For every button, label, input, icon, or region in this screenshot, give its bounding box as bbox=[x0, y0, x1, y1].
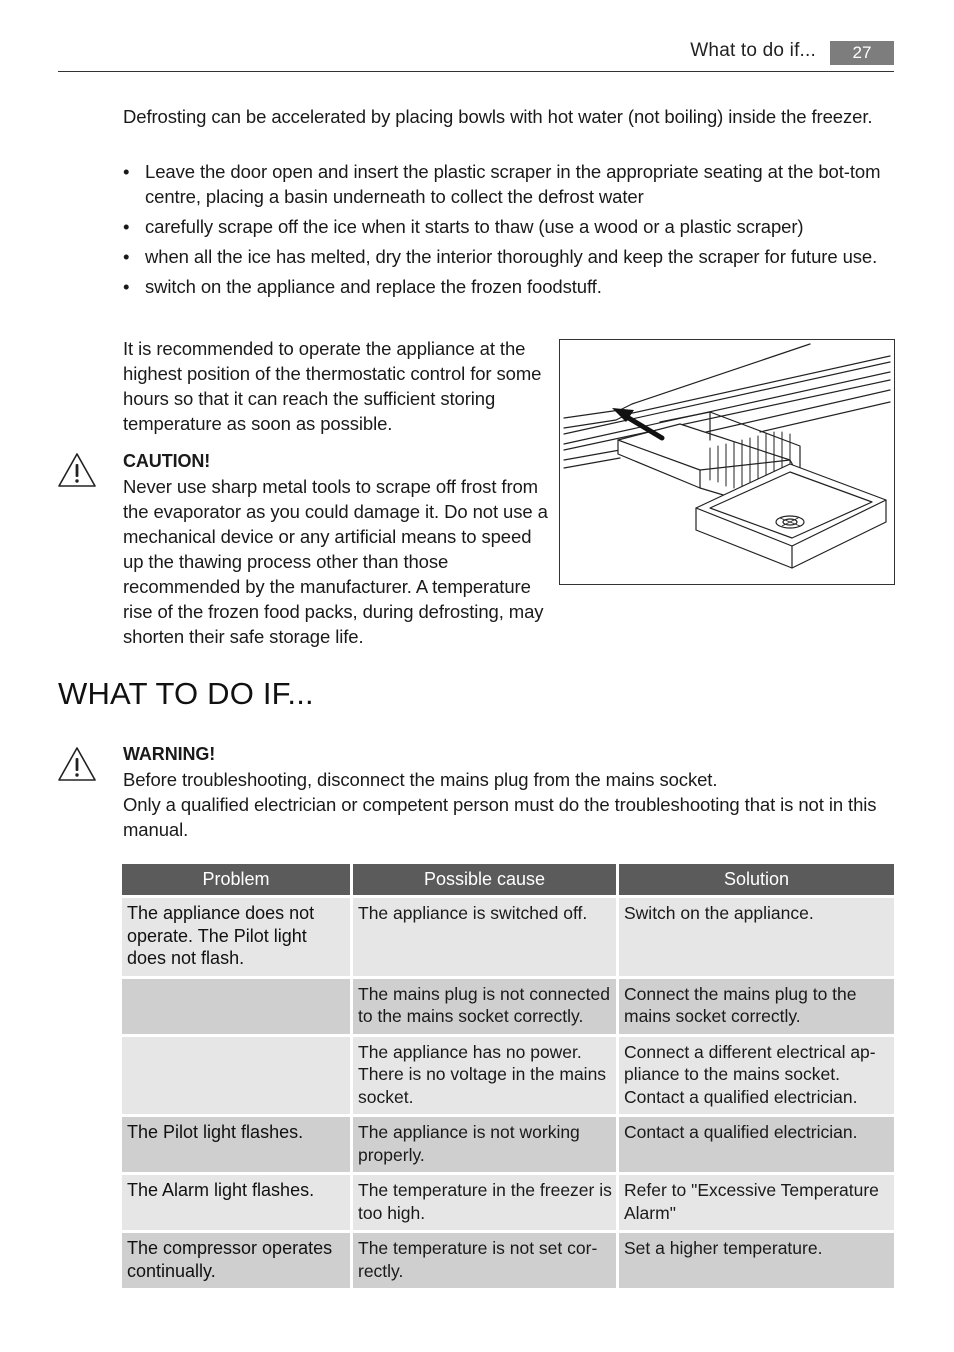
solution-cell: Connect a different electrical ap-pliance to the mains socket. Contact a qualified electrician. bbox=[619, 1037, 894, 1118]
list-item: • Leave the door open and insert the plastic scraper in the appropriate seating at the bot-tom centre, placing a basin underneath to collect the defrost water bbox=[123, 161, 881, 207]
cause-cell: The mains plug is not connected to the mains socket correctly. bbox=[353, 979, 619, 1037]
problem-cell: The Pilot light flashes. bbox=[122, 1117, 353, 1175]
caution-notice bbox=[123, 449, 548, 649]
cause-cell: The appliance is not working properly. bbox=[353, 1117, 619, 1175]
intro-paragraph: Defrosting can be accelerated by placing bowls with hot water (not boiling) inside the freezer. bbox=[123, 106, 873, 127]
warning-label: WARNING! bbox=[123, 744, 216, 764]
bullet-glyph: • bbox=[123, 276, 130, 297]
list-item: • when all the ice has melted, dry the interior thoroughly and keep the scraper for future use. bbox=[123, 246, 878, 267]
problem-cell: The Alarm light flashes. bbox=[122, 1175, 353, 1233]
cause-cell: The temperature in the freezer is too high. bbox=[353, 1175, 619, 1233]
table-row bbox=[122, 898, 894, 979]
solution-cell: Refer to "Excessive Temperature Alarm" bbox=[619, 1175, 894, 1233]
recommendation-paragraph: It is recommended to operate the appliance at the highest position of the thermostatic control for some hours so that it can reach the sufficient storing temperature as soon as possible. bbox=[123, 338, 542, 434]
list-item: • carefully scrape off the ice when it starts to thaw (use a wood or a plastic scraper) bbox=[123, 216, 804, 237]
defrost-steps-list bbox=[123, 159, 893, 304]
table-header-row bbox=[122, 864, 894, 898]
troubleshooting-table bbox=[122, 864, 894, 1291]
warning-triangle-icon bbox=[57, 746, 97, 782]
warning-notice bbox=[123, 742, 893, 842]
problem-cell bbox=[122, 979, 353, 1037]
caution-label: CAUTION! bbox=[123, 451, 211, 471]
warning-triangle-icon bbox=[57, 452, 97, 488]
header-section-title: What to do if... bbox=[690, 40, 816, 61]
cause-cell: The appliance is switched off. bbox=[353, 898, 619, 979]
bullet-glyph: • bbox=[123, 216, 130, 237]
cause-cell: The temperature is not set cor-rectly. bbox=[353, 1233, 619, 1291]
table-row bbox=[122, 1233, 894, 1291]
column-header-problem: Problem bbox=[122, 864, 353, 898]
cause-cell: The appliance has no power. There is no voltage in the mains socket. bbox=[353, 1037, 619, 1118]
table-row bbox=[122, 1037, 894, 1118]
problem-cell: The appliance does not operate. The Pilot light does not flash. bbox=[122, 898, 353, 979]
defrost-scraper-illustration bbox=[559, 339, 895, 585]
bullet-glyph: • bbox=[123, 161, 130, 182]
caution-text: Never use sharp metal tools to scrape off frost from the evaporator as you could damage it. Do not use a mechanical device or any artificial means to speed up the thawing process other than those recommended by the manufacturer. A temperature rise of the frozen food packs, during defrosting, may shorten their safe storage life. bbox=[123, 476, 548, 647]
problem-cell: The compressor operates continually. bbox=[122, 1233, 353, 1291]
table-row bbox=[122, 979, 894, 1037]
page-header bbox=[58, 38, 894, 72]
solution-cell: Contact a qualified electrician. bbox=[619, 1117, 894, 1175]
list-item: • switch on the appliance and replace the frozen foodstuff. bbox=[123, 276, 602, 297]
bullet-glyph: • bbox=[123, 246, 130, 267]
problem-cell bbox=[122, 1037, 353, 1118]
table-row bbox=[122, 1175, 894, 1233]
warning-line-2: Only a qualified electrician or competent person must do the troubleshooting that is not in this manual. bbox=[123, 794, 877, 840]
warning-line-1: Before troubleshooting, disconnect the mains plug from the mains socket. bbox=[123, 769, 718, 790]
scraper-basin-drawing bbox=[560, 340, 894, 584]
solution-cell: Connect the mains plug to the mains socket correctly. bbox=[619, 979, 894, 1037]
solution-cell: Set a higher temperature. bbox=[619, 1233, 894, 1291]
column-header-solution: Solution bbox=[619, 864, 894, 898]
page-number: 27 bbox=[830, 41, 894, 65]
solution-cell: Switch on the appliance. bbox=[619, 898, 894, 979]
table-row bbox=[122, 1117, 894, 1175]
section-title: WHAT TO DO IF... bbox=[58, 676, 314, 711]
column-header-cause: Possible cause bbox=[353, 864, 619, 898]
